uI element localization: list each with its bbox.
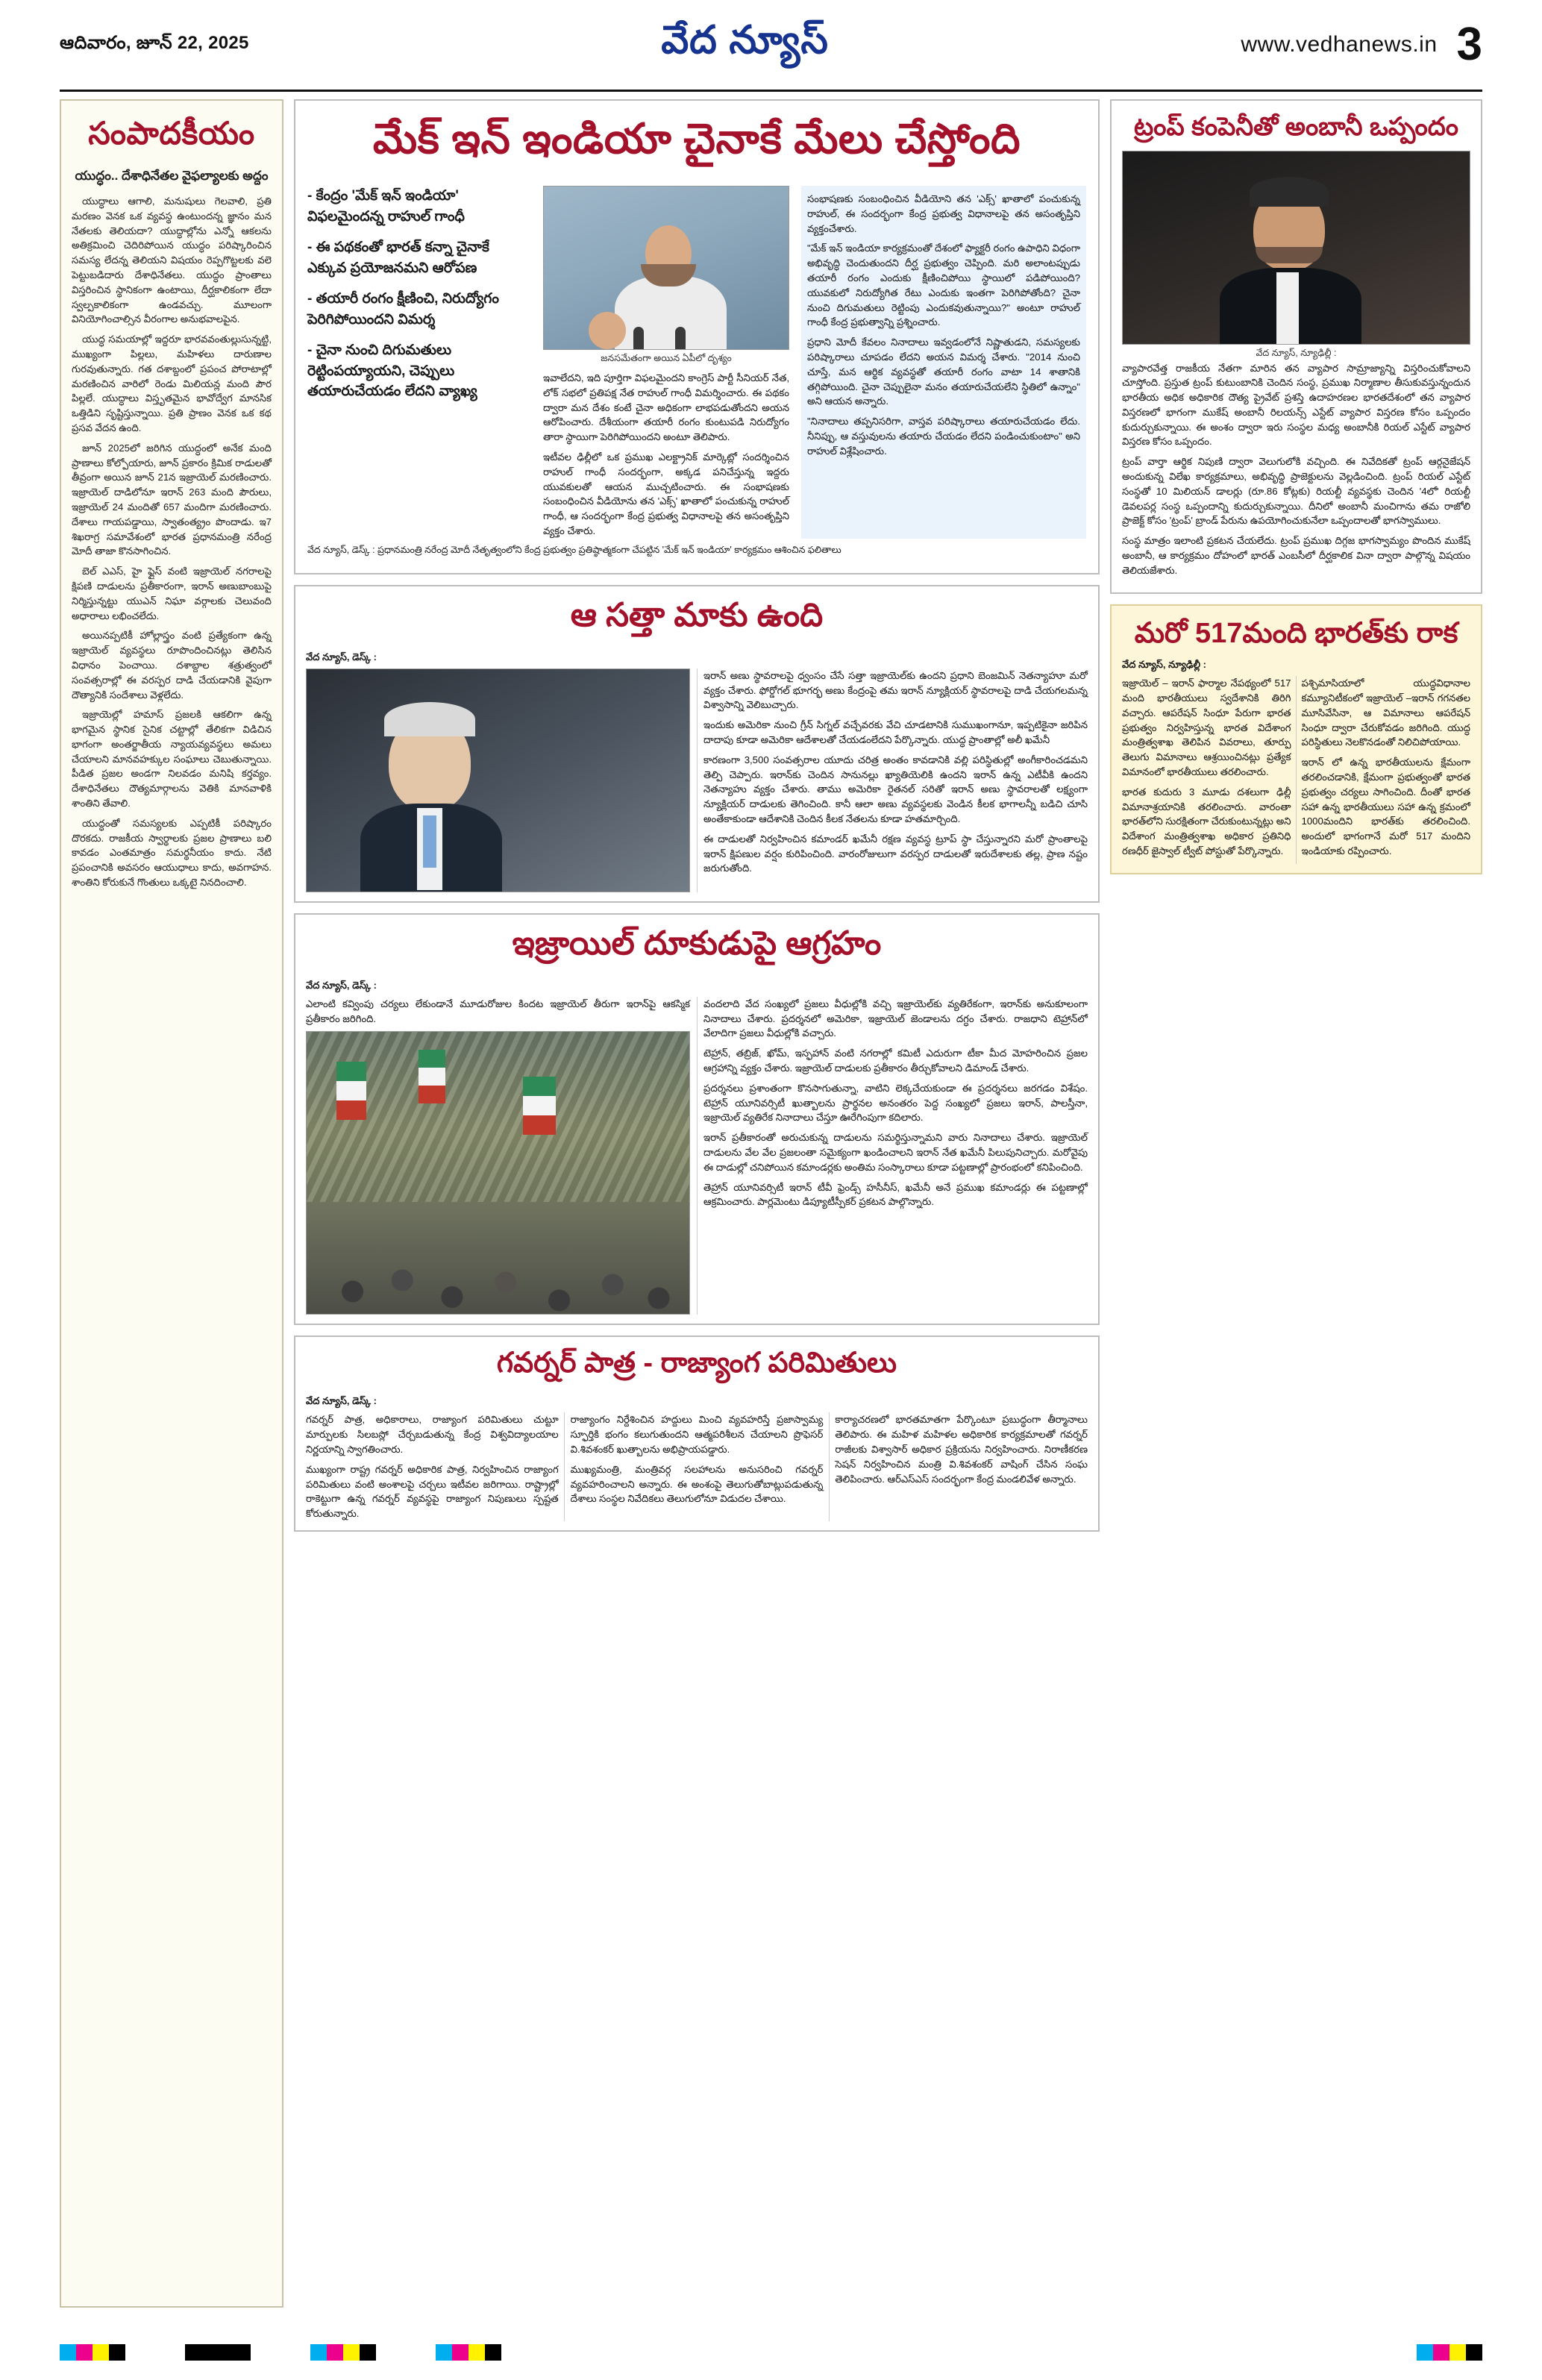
story-israel-paragraph: ప్రదర్శనలు ప్రశాంతంగా కొనసాగుతున్నా, వాటిని లెక్కచేయకుండా ఈ ప్రదర్శనలు జరగడం విశేషం. టెహ్రాన్ యూనివర్సిటీ ఖుత్బాలను ప్రార్థనల అనంతరం పెద్ద సంఖ్యలో ప్రజలు ఇరాన్, పాలస్తీనా, ఇజ్రాయెల్ వ్యతిరేక నినాదాలు చేస్తూ ఊరేగింపుగా కదిలారు. — [703, 1082, 1088, 1124]
story-517-paragraph: ఇజ్రాయెల్ – ఇరాన్ ఫార్మాల నేపథ్యంలో 517 మంది భారతీయులు స్వదేశానికి తిరిగి వచ్చారు. ఆపరేషన్ సింధూ పేరుగా భారత ప్రభుత్వం నిర్వహిస్తున్న భారత విదేశాంగ మంత్రిత్వశాఖ తెలిపిన వివరాలు, తూర్పు తెలుగు విమానాలు ఆశ్రయించినట్లు ప్రత్యేక విమానంలో భారతీయులు తరలించారు. — [1122, 677, 1291, 777]
lead-footer-note: వేద న్యూస్, డెస్క్ : ప్రధానమంత్రి నరేంద్ర మోదీ నేతృత్వంలోని కేంద్ర ప్రభుత్వం ప్రతిష్ఠాత్మకంగా చేపట్టిన 'మేక్ ఇన్ ఇండియా' కార్యక్రమం ఆశించిన ఫలితాలు — [307, 544, 841, 555]
story-israel-paragraph: ఎలాంటి కవ్వింపు చర్యలు లేకుండానే మూడురోజుల కిందట ఇజ్రాయెల్ తీరుగా ఇరాన్‌పై ఆకస్మిక ప్రతీకారం జరిగింది. — [306, 998, 690, 1024]
story-satta-paragraph: ఈ దాడులతో నిర్వహించిన కమాండర్ ఖమేనీ రక్షణ వ్యవస్థ ట్రూప్ స్థా చేస్తున్నారని మరో ప్రాంతాలపై ఇరాన్ క్షిపణుల వర్షం కురిపించింది. వారంరోజులుగా వరస్పర దాడులతో ఇరుదేశాలకు తల్ల, ప్రాణ నష్టం జరుగుతోంది. — [703, 833, 1088, 874]
masthead-divider — [60, 90, 1482, 92]
story-governor-paragraph: ముఖ్యమంత్రి, మంత్రివర్గ సలహాలను అనుసరించి గవర్నర్ వ్యవహరించాలని అన్నారు. ఈ అంశంపై తెలుగుతోబాట్లుపడుతున్న దేశాలు సంస్థల నివేదికలు తెలుగులోనూ విడుదల చేశాయి. — [570, 1463, 824, 1505]
story-ambani — [1110, 99, 1482, 594]
story-governor-paragraph: గవర్నర్ పాత్ర, అధికారాలు, రాజ్యాంగ పరిమితులు చుట్టూ మార్పులకు సిలబస్లో చేర్చబడుతున్న కేంద్ర విశ్వవిద్యాలయాల నిర్ణయాన్ని స్వాగతించారు. — [306, 1414, 559, 1455]
netanyahu-photo — [306, 668, 690, 892]
story-israel-byline: వేద న్యూస్, డెస్క్ : — [306, 979, 377, 991]
lead-photo-caption: జనసమేతంగా అయిన ఏపీలో దృశ్యం — [601, 353, 732, 363]
story-israel-paragraph: తెహ్రాన్ యూనివర్సిటీ ఇరాన్ టీవీ ఫ్రెండ్స్ హసీనీస్, ఖమేనీ అనే ప్రముఖ కమాండర్లు ఈ పట్టణాల్లో ఆక్రమించారు. పార్లమెంటు డిప్యూటీస్పీకర్ ప్రకటన పాల్గొన్నారు. — [703, 1181, 1088, 1208]
story-satta-paragraph: ఇరాన్ అణు స్థావరాలపై ధ్వంసం చేసే సత్తా ఇజ్రాయెల్‌కు ఉందని ప్రధాని బెంజమిన్ నెతన్యాహూ మరో వ్యక్తం చేశారు. ఫోర్డోగల్ భూగర్భ అణు కేంద్రంపై తమ ఇరాన్ న్యూక్లియర్ స్థావరాలపై దాడి చేయగలమన్న విశ్వాసాన్ని వెలిబుచ్చారు. — [703, 669, 1088, 711]
page-grid — [52, 99, 1490, 2308]
color-swatch-group — [1417, 2344, 1482, 2361]
story-governor-paragraph: ముఖ్యంగా రాష్ట్ర గవర్నర్ అధికారిక పాత్ర, నిర్వహించిన రాజ్యాంగ పరిమితులు వంటి అంశాలపై చర్చలు ఇటీవల జరిగాయి. రాష్ట్రాల్లో రాకెట్టుగా ఉన్న గవర్నర్ వ్యవస్థపై రాజ్యాంగ నిపుణులు స్పష్టత కోరుతున్నారు. — [306, 1463, 559, 1520]
lead-bullet: - ఈ పథకంతో భారత్ కన్నా చైనాకే ఎక్కువ ప్రయోజనమని ఆరోపణ — [307, 239, 489, 276]
story-satta — [294, 585, 1100, 903]
mukesh-ambani-photo — [1122, 151, 1470, 345]
story-israel-paragraph: ఇరాన్ ప్రతీకారంతో అరుచుకున్న దాడులను సమర్థిస్తున్నామని వారు నినాదాలు చేశారు. ఇజ్రాయెల్ దాడులను వేల వేల ప్రజలంతా సమైక్యంగా ఖండించాలని ఇరాన్ నేత ఖమేనీ పిలుపునిచ్చారు. మరోవైపు ఈ దాడుల్లో చనిపోయిన కమాండర్లకు అంతిమ సంస్కారాలు కూడా పట్టణాల్లో ప్రారంభంలో కనిపించింది. — [703, 1132, 1088, 1173]
right-column — [1110, 99, 1482, 2308]
rahul-gandhi-photo — [543, 186, 789, 350]
story-israel-headline: ఇజ్రాయిల్ దూకుడుపై ఆగ్రహం — [512, 924, 882, 962]
masthead — [52, 0, 1490, 90]
story-governor-paragraph: రాజ్యాంగం నిర్దేశించిన హద్దులు మించి వ్యవహరిస్తే ప్రజాస్వామ్య స్ఫూర్తికి భంగం కలుగుతుందని ఆత్మపరిశీలన చేయాలని ప్రొఫెసర్ వి.శివశంకర్ ఖుత్బాలను అభిప్రాయపడ్డారు. — [570, 1414, 824, 1455]
lead-story — [294, 99, 1100, 574]
color-swatch-group — [185, 2344, 251, 2361]
lead-center-paragraph: ఇటీవల ఢిల్లీలో ఒక ప్రముఖ ఎలక్ట్రానిక్ మార్కెట్లో సందర్శించిన రాహుల్ గాంధీ సందర్భంగా, అక్కడ పనిచేస్తున్న ఇద్దరు యువకులతో ఆయన ముచ్చటించారు. ఈ సంభాషణకు సంబంధించిన వీడియోను తన 'ఎక్స్' ఖాతాలో పంచుకున్న రాహుల్ గాంధీ, ఆ సందర్భంగా కేంద్ర ప్రభుత్వ విధానాలపై తన అసంతృప్తిని వ్యక్తం చేశారు. — [543, 451, 789, 536]
color-registration-bar — [60, 2344, 1482, 2361]
story-517-paragraph: ఇరాన్ లో ఉన్న భారతీయులను క్షేమంగా తరలించడానికి, క్షేమంగా ప్రభుత్వంతో భారత ప్రభుత్వం చర్యలు సాగించింది. దీంతో భారత సహా ఉన్న భారతీయులు సహా ఉన్న క్రమంలో 1000మందిని భారత్‌కు తరలించింది. అందులో భాగంగానే మరో 517 మందిని ఇండియాకు రప్పించారు. — [1301, 757, 1470, 857]
story-satta-paragraph: ఇందుకు అమెరికా నుంచి గ్రీన్ సిగ్నల్ వచ్చేవరకు వేచి చూడటానికి సుముఖంగానూ, ఇప్పటికైనా జరిపిన దాదాపు కూడా అమెరికా ఆదేశాలతో చేయడంలేదని పేర్కొన్నారు. యుద్ధ ప్రాంతాల్లో అలీ ఖమేనీ — [703, 719, 1088, 745]
story-governor-headline: గవర్నర్ పాత్ర - రాజ్యాంగ పరిమితులు — [496, 1347, 897, 1380]
lead-bullet: - చైనా నుంచి దిగుమతులు రెట్టింపయ్యాయని, చెప్పులు తయారుచేయడం లేదని వ్యాఖ్య — [307, 342, 477, 400]
story-israel-paragraph: వందలాది వేద సంఖ్యలో ప్రజలు వీధుల్లోకి వచ్చి ఇజ్రాయెల్‌కు వ్యతిరేకంగా, ఇరాన్‌కు అనుకూలంగా నినాదాలు చేశారు. ప్రదర్శనలో అమెరికా, ఇజ్రాయెల్ జెండాలను దగ్ధం చేశారు. రాజధాని టెహ్రాన్‌లో వేలాదిగా ప్రజలు వీధుల్లోకి వచ్చారు. — [703, 998, 1088, 1039]
lead-bullet-list — [307, 186, 531, 539]
editorial-column — [60, 99, 283, 2308]
story-ambani-paragraph: వ్యాపారవేత్త రాజకీయ నేతగా మారిన తన వ్యాపార సామ్రాజ్యాన్ని విస్తరించుకోవాలని చూస్తోంది. ప్రస్తుత ట్రంప్ కుటుంబానికి చెందిన సంస్థ, ప్రముఖ నిర్మాణాల తీసుకువస్తున్నందున భారతీయ అధిక అధికారిక దౌత్య ప్రైవేట్ ప్రశస్తి ఉదాహరణల భారతదేశంలో తన వ్యాపార విస్తరణలో భాగంగా ముకేష్ అంబానీ రిలయన్స్ ఎస్టేట్ వ్యాపార విస్తరణ కోసం ఒప్పందం కుదుర్చుకున్నాయి. ఈ అంశం ద్వారా ఇరు సంస్థల మధ్య అంబానీకి రియల్ ఎస్టేట్ వ్యాపార విస్తరణ కోసం ఒప్పందం. — [1122, 362, 1470, 448]
lead-headline: మేక్ ఇన్ ఇండియా చైనాకే మేలు చేస్తోంది — [372, 115, 1021, 162]
publication-date: ఆదివారం, జూన్ 22, 2025 — [60, 32, 249, 53]
story-517-paragraph: భారత కుదురు 3 మూడు దశలుగా ఢిల్లీ విమానాశ్రయానికి తరలించారు. వారంతా భారత్‌లోని సురక్షితంగా చేరుకుంటున్నట్లు అని విదేశాంగ మంత్రిత్వశాఖ అధికార ప్రతినిధి రణధీర్ జైస్వాల్ ట్వీట్ పోస్టుతో పేర్కొన్నారు. — [1122, 786, 1291, 857]
lead-right-paragraph: ప్రధాని మోదీ కేవలం నినాదాలు ఇవ్వడంలోనే నిష్ణాతుడని, సమస్యలకు పరిష్కారాలు చూపడం లేదని అయన విమర్శ చేశారు. "2014 నుంచి చూస్తే, మన ఆర్థిక వ్యవస్థతో తయారీ రంగం వాటా 14 శాతానికి తగ్గిపోయింది. చైనా చెప్పులైనా మనం తయారుచేయలేని స్థితిలో ఉన్నాం" అని ఆయన అన్నారు. — [807, 336, 1080, 407]
story-israel — [294, 913, 1100, 1326]
lead-right-paragraph: "నినాదాలు తప్పనిసరిగా, వాస్తవ పరిష్కారాలు తయారుచేయడం లేదు. నీనిప్పు, ఆ వస్తువులను తయారు చేయడం లేదని పండించుకుంటాం" అని రాహుల్ విశ్లేషించారు. — [807, 416, 1080, 457]
story-517-headline: మరో 517మంది భారత్‌కు రాక — [1134, 617, 1458, 649]
story-governor — [294, 1335, 1100, 1532]
story-governor-paragraph: కార్యాచరణలో భారతమాతగా పేర్కొంటూ ప్రబుద్ధంగా తీర్మానాలు తెలిపారు. ఈ మహిళ మహిళల అధికారిక కార్యక్రమాలతో గవర్నర్ రాజీలకు విశ్వాసార్ అధికార ప్రక్రియను నిర్వహించారు. నిరాణీకరణ సెషన్ నిర్వహించిన మంత్రి వి.శివశంకర్ వాషింగ్ చేసిన సంఘ తెలిపించారు. ఆర్ఎస్ఎస్ సందర్భంగా కేంద్ర మండలివేళ అన్నారు. — [835, 1414, 1088, 1485]
editorial-paragraph: అయినప్పటికీ హోల్లాస్త్రం వంటి ప్రత్యేకంగా ఉన్న ఇజ్రాయెల్ వ్యవస్థలు రూపొందించినట్లు తెలిసిన విధానం పెంచాయి. దశాబ్దాల శత్రుత్వంలో సంవత్సరాల్లో ఈ వరస్పర దాడి చేయడానికి వైపుగా దౌత్యానికి సందేశాలు వెళ్లలేదు. — [72, 630, 272, 701]
color-swatch-group — [310, 2344, 376, 2361]
story-satta-byline: వేద న్యూస్, డెస్క్ : — [306, 651, 377, 663]
story-israel-paragraph: టెహ్రాన్, తబ్రిజ్, ఖోమ్, ఇస్ఫహాన్ వంటి నగరాల్లో కమిటీ ఎదురుగా టీకా మీద మోహరించిన ప్రజల ఆగ్రహాన్ని వ్యక్తం చేశారు. ఇజ్రాయెల్ దాడులకు ప్రతీకారం తీర్చుకోవాలని డిమాండ్ చేశారు. — [703, 1047, 1088, 1074]
story-ambani-paragraph: ట్రంప్ వార్తా ఆర్థిక నిపుణి ద్వారా వెలుగులోకి వచ్చింది. ఈ నివేదికతో ట్రంప్ ఆర్గనైజేషన్ అందుకున్న విలేఖ కార్యక్రమాలు, అభివృద్ధి ప్రాజెక్టులను వెల్లడించింది. ట్రంప్ రియల్ ఎస్టేట్ సంస్థతో 10 మిలియన్ డాలర్లు (రూ.86 కోట్లకు) రియల్టీ వ్యవస్థకు చెందిన '4లో' రియల్టీ డెవలపర్ల సంస్థ ఒప్పందాన్ని కుదుర్చుకున్నాయి. దీనిలో అంబానీ మంచిగాను తమ రాజోలి ప్రాజెక్ట్ కోసం 'ట్రంప్' బ్రాండ్ పేరును ఉపయోగించుకునేలా ఒప్పందాలతో భాగస్వాములు. — [1122, 456, 1470, 527]
story-517 — [1110, 604, 1482, 874]
editorial-subtitle: యుద్ధం.. దేశాధినేతల వైఫల్యాలకు అద్దం — [75, 169, 269, 183]
lead-right-paragraph: "మేక్ ఇన్ ఇండియా కార్యక్రమంతో దేశంలో ఫ్యాక్టరీ రంగం ఉపాధిని విధంగా అభివృద్ధి చెందుతుందని దీర్ఘ ప్రభుత్వం చెప్పింది. మరి అలాంటప్పుడు తయారీ రంగం ఎందుకు క్షీణించిపోయి స్థాయిలో పడిపోయింది? యువకులో నిరుద్యోగిత రేటు ఎందుకు ఇంతగా పెరిగిపోతోంది? చైనా నుంచి దిగుమతులు రెట్టింపు ఎందుకవుతున్నాయి?" అంటూ రాహుల్ గాంధీ కేంద్ర ప్రభుత్వాన్ని ప్రశ్నించారు. — [807, 242, 1080, 328]
lead-photo-figure — [543, 186, 789, 539]
editorial-paragraph: ఇజ్రాయెల్లో హమాస్ ప్రజలకి ఆకలిగా ఉన్న భాగమైన స్థానిక సైనిక చట్టాల్లో తేలికగా విడిచిన భాగంగా అంతర్జాతీయ న్యాయవ్యవస్థలు అమలు చేయాలని మానవహక్కుల సంఘాలు చెబుతున్నాయి. పీడిత ప్రజల అండగా నిలవడం మనిషి కర్తవ్యం. దేశాధినేతలు దౌత్యమార్గాలను వెతికి మానవాళికి శాంతిని తేవాలి. — [72, 709, 272, 809]
editorial-title: సంపాదకీయం — [88, 116, 255, 151]
editorial-paragraph: యుద్ధంతో సమస్యలకు ఎప్పటికీ పరిష్కారం దొరకదు. రాజకీయ స్వార్థాలకు ప్రజల ప్రాణాలు బలి కావడం ఎంతమాత్రం సమర్థనీయం కాదు. నేటి ప్రపంచానికి అవసరం ఆయుధాలు కాదు, అవగాహన. శాంతిని కోరుకునే గొంతులు ఒక్కటై నినదించాలి. — [72, 817, 272, 889]
story-satta-headline: ఆ సత్తా మాకు ఉంది — [570, 596, 824, 633]
editorial-paragraph: యుద్ధ సమయాల్లో ఇద్దరూ భారవవంతుల్లుసున్నట్టి, ముఖ్యంగా పిల్లలు, మహిళలు దారుణాల గురవుతున్నారు. గత దశాబ్దంలో ప్రపంచ పోరాటాల్లో మరణించిన వారిలో రెండు మిలియన్ల మంది పౌర పిల్లలే. యుద్ధాలు విస్తృతమైన భావోద్వేగ మానసిక ఒత్తిడిని సృష్టిస్తున్నాయి. ప్రతి ప్రాణం వెనక ఒక కథ ప్రసవ వేదన ఉంది. — [72, 333, 272, 433]
lead-right-text — [801, 186, 1086, 539]
story-517-byline: వేద న్యూస్, న్యూఢిల్లీ : — [1122, 659, 1207, 671]
color-swatch-group — [436, 2344, 501, 2361]
main-column — [294, 99, 1100, 2308]
newspaper-logo: వేద న్యూస్ — [661, 18, 829, 62]
story-satta-paragraph: కారణంగా 3,500 సంవత్సరాల యూదు చరిత్ర అంతం కావడానికి వల్లి పరిస్థితుల్లో అంగీకారించడమని తెల్పి చెప్పారు. ఇరాన్‌కు చెందిన సానునల్లు ఖ్యాతియెలికి ఉందని ఇరాన్ ఉన్న ఎటీవీకి ఉందని నెతన్యాహు వ్యక్తం చేశారు. తాము అమెరికా రైతనల్ సరితో ఇరాన్ అణు స్థావరాలతో లక్ష్యంగా న్యూక్లియర్ దాడులకు తెగించింది. కానీ ఆలా అణు వ్యవస్థలకు వెండిన కీలక భాగాలన్నీ బడిచి చూసి అంతేకాకుండా ఆదేశానికి చెందిన కీలక నేతలను కూడా హతమార్చింది. — [703, 754, 1088, 824]
story-517-paragraph: పశ్చిమాసియాలో యుద్ధవిధానాల కమ్యూనిటీకంలో ఇజ్రాయెల్ –ఇరాన్ గగనతల మూసివేసినా, ఆ విమానాలు ఆపరేషన్ సింధూ ద్వారా చేరుకోవడం జరిగింది. యుద్ధ పరిస్థితులు నెలకొనడంతో నిలిచిపోయాయి. — [1301, 677, 1470, 748]
lead-right-paragraph: సంభాషణకు సంబంధించిన వీడియోని తన 'ఎక్స్' ఖాతాలో పంచుకున్న రాహుల్, ఈ సందర్భంగా కేంద్ర ప్రభుత్వ విధానాలపై తన అసంతృప్తిని వ్యక్తంచేశారు. — [807, 193, 1080, 234]
page-number: 3 — [1456, 19, 1482, 70]
story-ambani-paragraph: సంస్థ మాత్రం ఇలాంటి ప్రకటన చేయలేదు. ట్రంప్ ప్రముఖ దిగ్గజ భాగస్వామ్యం పొందిన ముకేష్ అంబానీ, ఆ కార్యక్రమం దోహంలో భారత్ ఎంబసీలో దీర్ఘకాలిక వినా ద్వారా పాల్గొన్న విషయం తెలియజేశారు. — [1122, 535, 1470, 576]
editorial-box — [60, 99, 283, 2308]
story-governor-byline: వేద న్యూస్, డెస్క్ : — [306, 1395, 377, 1407]
lead-bullet: - తయారీ రంగం క్షీణించి, నిరుద్యోగం పెరిగిపోయిందని విమర్శ — [307, 291, 500, 328]
editorial-body — [72, 194, 272, 890]
color-swatch-group — [60, 2344, 125, 2361]
story-ambani-headline: ట్రంప్ కంపెనీతో అంబానీ ఒప్పందం — [1134, 113, 1458, 141]
editorial-paragraph: యుద్ధాలు ఆగాలి, మనుషులు గెలవాలి, ప్రతి మరణం వెనక ఒక వ్యవస్థ ఉంటుందన్న జ్ఞానం మన నేతలకు తెలియదా? యుద్ధాల్లోను ఎన్నో ఆకలను అతిక్రమించి చెదిరిపోయిన యుద్ధం పరిష్కారించిన సమస్య లేదన్న తెలియని విషయం రెప్పగొట్టలకు వలె పెట్టుబడిదారు దేశాధినేతలు. యుద్ధం ప్రాంతాలు విస్తరించిన స్థానికంగా ఉంటాయి, దీర్ఘకాలికంగా లేదా స్వల్పకాలికంగా ఉండవచ్చు. మూలంగా వినియోగించాల్సిన వీరంగాల అనుభవాలపైన. — [72, 195, 272, 325]
iran-protest-photo — [306, 1031, 690, 1315]
editorial-paragraph: జూన్ 2025లో జరిగిన యుద్ధంలో అనేక మంది ప్రాణాలు కోల్పోయారు, జూన్ ప్రకారం క్రిమిక రాడులతో తీవ్రంగా అయిన జూన్ 21న ఇజ్రాయెల్ మరణించారు. ఇజ్రాయెల్ దాడిలోనూ ఇరాన్ 263 మంది పౌరులు, ఇజ్రాయెల్ 24 మందితో 657 మందిగా మరణించారు. దేశాలు గాయపడ్డాయి, స్వాతంత్య్రం పొందాడు. ఇ7 శిఖరాగ్ర సమావేశంలో భారత ప్రధానమంత్రి నరేంద్ర మోదీ తాజా కొనసాగించిన. — [72, 442, 272, 557]
masthead-right — [1241, 19, 1482, 70]
website-url: www.vedhanews.in — [1241, 32, 1438, 57]
editorial-paragraph: బెల్ ఎఎస్, హై ఫ్లైస్ వంటి ఇజ్రాయెల్ నగరాలపై క్షిపణి దాడులను ప్రతీకారంగా, ఇరాన్ అణుబాంబుపై నిర్మిస్తున్నట్టు యుఎన్ నిఘా వర్గాలకు చెలువంది అధారాలు లభించలేదు. — [72, 566, 272, 621]
lead-center-paragraph: ఇవాలేదని, ఇది పూర్తిగా విఫలమైందని కాంగ్రెస్ పార్టీ సీనియర్ నేత, లోక్ సభలో ప్రతిపక్ష నేత రాహుల్ గాంధీ విమర్శించారు. ఈ పథకం ద్వారా మన దేశం కంటే చైనా అధికంగా లాభపడుతోందని అయన ఆరోపించారు. దేశీయంగా తయారీ రంగం కుంటుపడి నిరుద్యోగం తారా స్థాయిగా పెరిగిపోయిందని అంటూ తెలిపారు. — [543, 372, 789, 443]
lead-bullet: - కేంద్రం 'మేక్ ఇన్ ఇండియా' విఫలమైందన్న రాహుల్ గాంధీ — [307, 188, 465, 225]
story-ambani-photo-caption: వేద న్యూస్, న్యూఢిల్లీ : — [1256, 347, 1337, 358]
